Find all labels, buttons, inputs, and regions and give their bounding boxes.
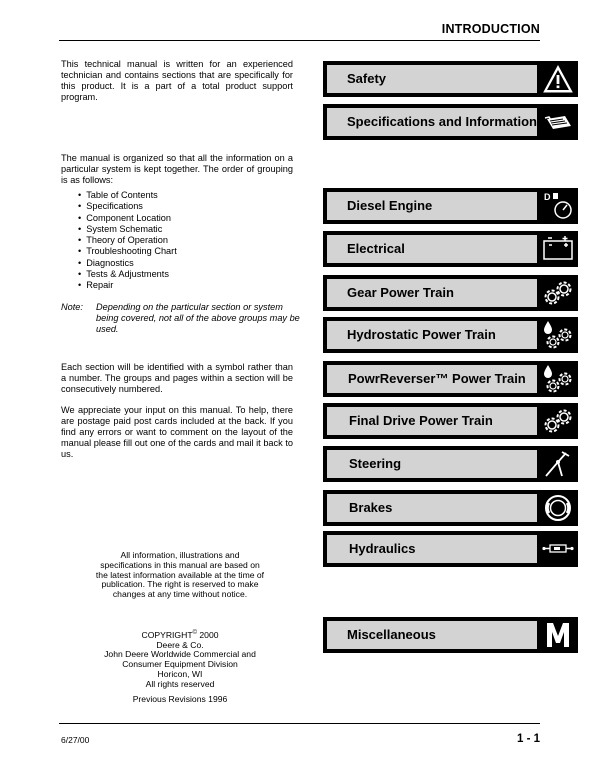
- page-title: INTRODUCTION: [441, 22, 540, 36]
- tab-powrreverser-power-train[interactable]: [323, 361, 578, 397]
- copyright-line: All rights reserved: [145, 678, 215, 689]
- intro-paragraph-2: The manual is organized so that all the information on a particular system is kept together. The order of grouping is as follows:: [61, 153, 293, 185]
- list-item: • Component Location: [78, 213, 177, 224]
- tab-specifications[interactable]: [323, 104, 578, 140]
- tab-hydrostatic-power-train[interactable]: [323, 317, 578, 353]
- tab-label: Final Drive Power Train: [327, 407, 537, 435]
- list-item: • Table of Contents: [78, 190, 177, 201]
- tab-electrical[interactable]: [323, 231, 578, 267]
- tab-gear-power-train[interactable]: [323, 275, 578, 311]
- engine-icon: [541, 190, 575, 222]
- m-icon: [541, 619, 575, 651]
- fluid-gears-icon: [541, 363, 575, 395]
- list-item: • System Schematic: [78, 224, 177, 235]
- rights-line: All information, illustrations and: [120, 550, 240, 560]
- tab-brakes[interactable]: [323, 490, 578, 526]
- footer-date: 6/27/00: [61, 735, 90, 745]
- cylinder-icon: [541, 533, 575, 565]
- rights-line: specifications in this manual are based on: [100, 559, 260, 570]
- tab-label: Hydrostatic Power Train: [327, 321, 537, 349]
- list-item: • Diagnostics: [78, 258, 177, 269]
- tab-label: Steering: [327, 450, 537, 478]
- copyright-line: Consumer Equipment Division: [122, 659, 238, 670]
- gears-icon: [541, 405, 575, 437]
- list-item: • Tests & Adjustments: [78, 269, 177, 280]
- rights-line: publication. The right is reserved to make: [101, 579, 259, 590]
- tab-label: PowrReverser™ Power Train: [327, 365, 537, 393]
- tab-label: Hydraulics: [327, 535, 537, 563]
- tab-miscellaneous[interactable]: [323, 617, 578, 653]
- note: [61, 302, 301, 335]
- copyright-line: Deere & Co.: [156, 639, 204, 650]
- copyright-year: 2000: [197, 629, 219, 640]
- gears-icon: [541, 277, 575, 309]
- rights-line: the latest information available at the time of: [95, 569, 265, 580]
- tab-label: Miscellaneous: [327, 621, 537, 649]
- svg-text:D: D: [544, 192, 551, 202]
- specs-icon: [541, 106, 575, 138]
- tab-label: Diesel Engine: [327, 192, 537, 220]
- list-item: • Theory of Operation: [78, 235, 177, 246]
- brake-icon: [541, 492, 575, 524]
- intro-paragraph-1: This technical manual is written for an experienced technician and contains sections that are specifically for this product. It is a part of a total product support program.: [61, 59, 293, 102]
- list-item: • Troubleshooting Chart: [78, 246, 177, 257]
- note-label: Note:: [61, 302, 83, 312]
- fluid-gears-icon: [541, 319, 575, 351]
- steering-icon: [541, 448, 575, 480]
- intro-paragraph-3: Each section will be identified with a symbol rather than a number. The groups and pages within a section will be consecutively numbered.: [61, 362, 293, 394]
- battery-icon: [541, 233, 575, 265]
- warning-icon: [541, 63, 575, 95]
- tab-safety[interactable]: [323, 61, 578, 97]
- rights-line: changes at any time without notice.: [112, 589, 248, 600]
- grouping-list: [78, 190, 177, 292]
- intro-paragraph-4: We appreciate your input on this manual. To help, there are postage paid post cards included at the back. If you find any errors or want to comment on the layout of the manual please fill out one of the cards and mail it back to us.: [61, 405, 293, 459]
- tab-final-drive-power-train[interactable]: [323, 403, 578, 439]
- previous-revisions: Previous Revisions 1996: [132, 693, 228, 704]
- list-item: • Specifications: [78, 201, 177, 212]
- header-rule: [59, 40, 540, 41]
- tab-steering[interactable]: [323, 446, 578, 482]
- tab-label: Electrical: [327, 235, 537, 263]
- copyright-symbol: ©: [192, 630, 197, 636]
- tab-label: Gear Power Train: [327, 279, 537, 307]
- footer-rule: [59, 723, 540, 724]
- tab-label: Safety: [327, 65, 537, 93]
- tab-hydraulics[interactable]: [323, 531, 578, 567]
- list-item: • Repair: [78, 280, 177, 291]
- copyright-block: [80, 629, 280, 704]
- tab-diesel-engine[interactable]: [323, 188, 578, 224]
- page-number: 1 - 1: [516, 733, 540, 745]
- copyright-line: Horicon, WI: [157, 669, 203, 680]
- note-text: Depending on the particular section or system being covered, not all of the above groups may be used.: [96, 302, 300, 334]
- copyright-line: [80, 629, 280, 641]
- rights-notice: [80, 551, 280, 600]
- copyright-word: COPYRIGHT: [141, 629, 193, 640]
- tab-label: Specifications and Information: [327, 108, 537, 136]
- tab-label: Brakes: [327, 494, 537, 522]
- copyright-line: John Deere Worldwide Commercial and: [104, 649, 256, 660]
